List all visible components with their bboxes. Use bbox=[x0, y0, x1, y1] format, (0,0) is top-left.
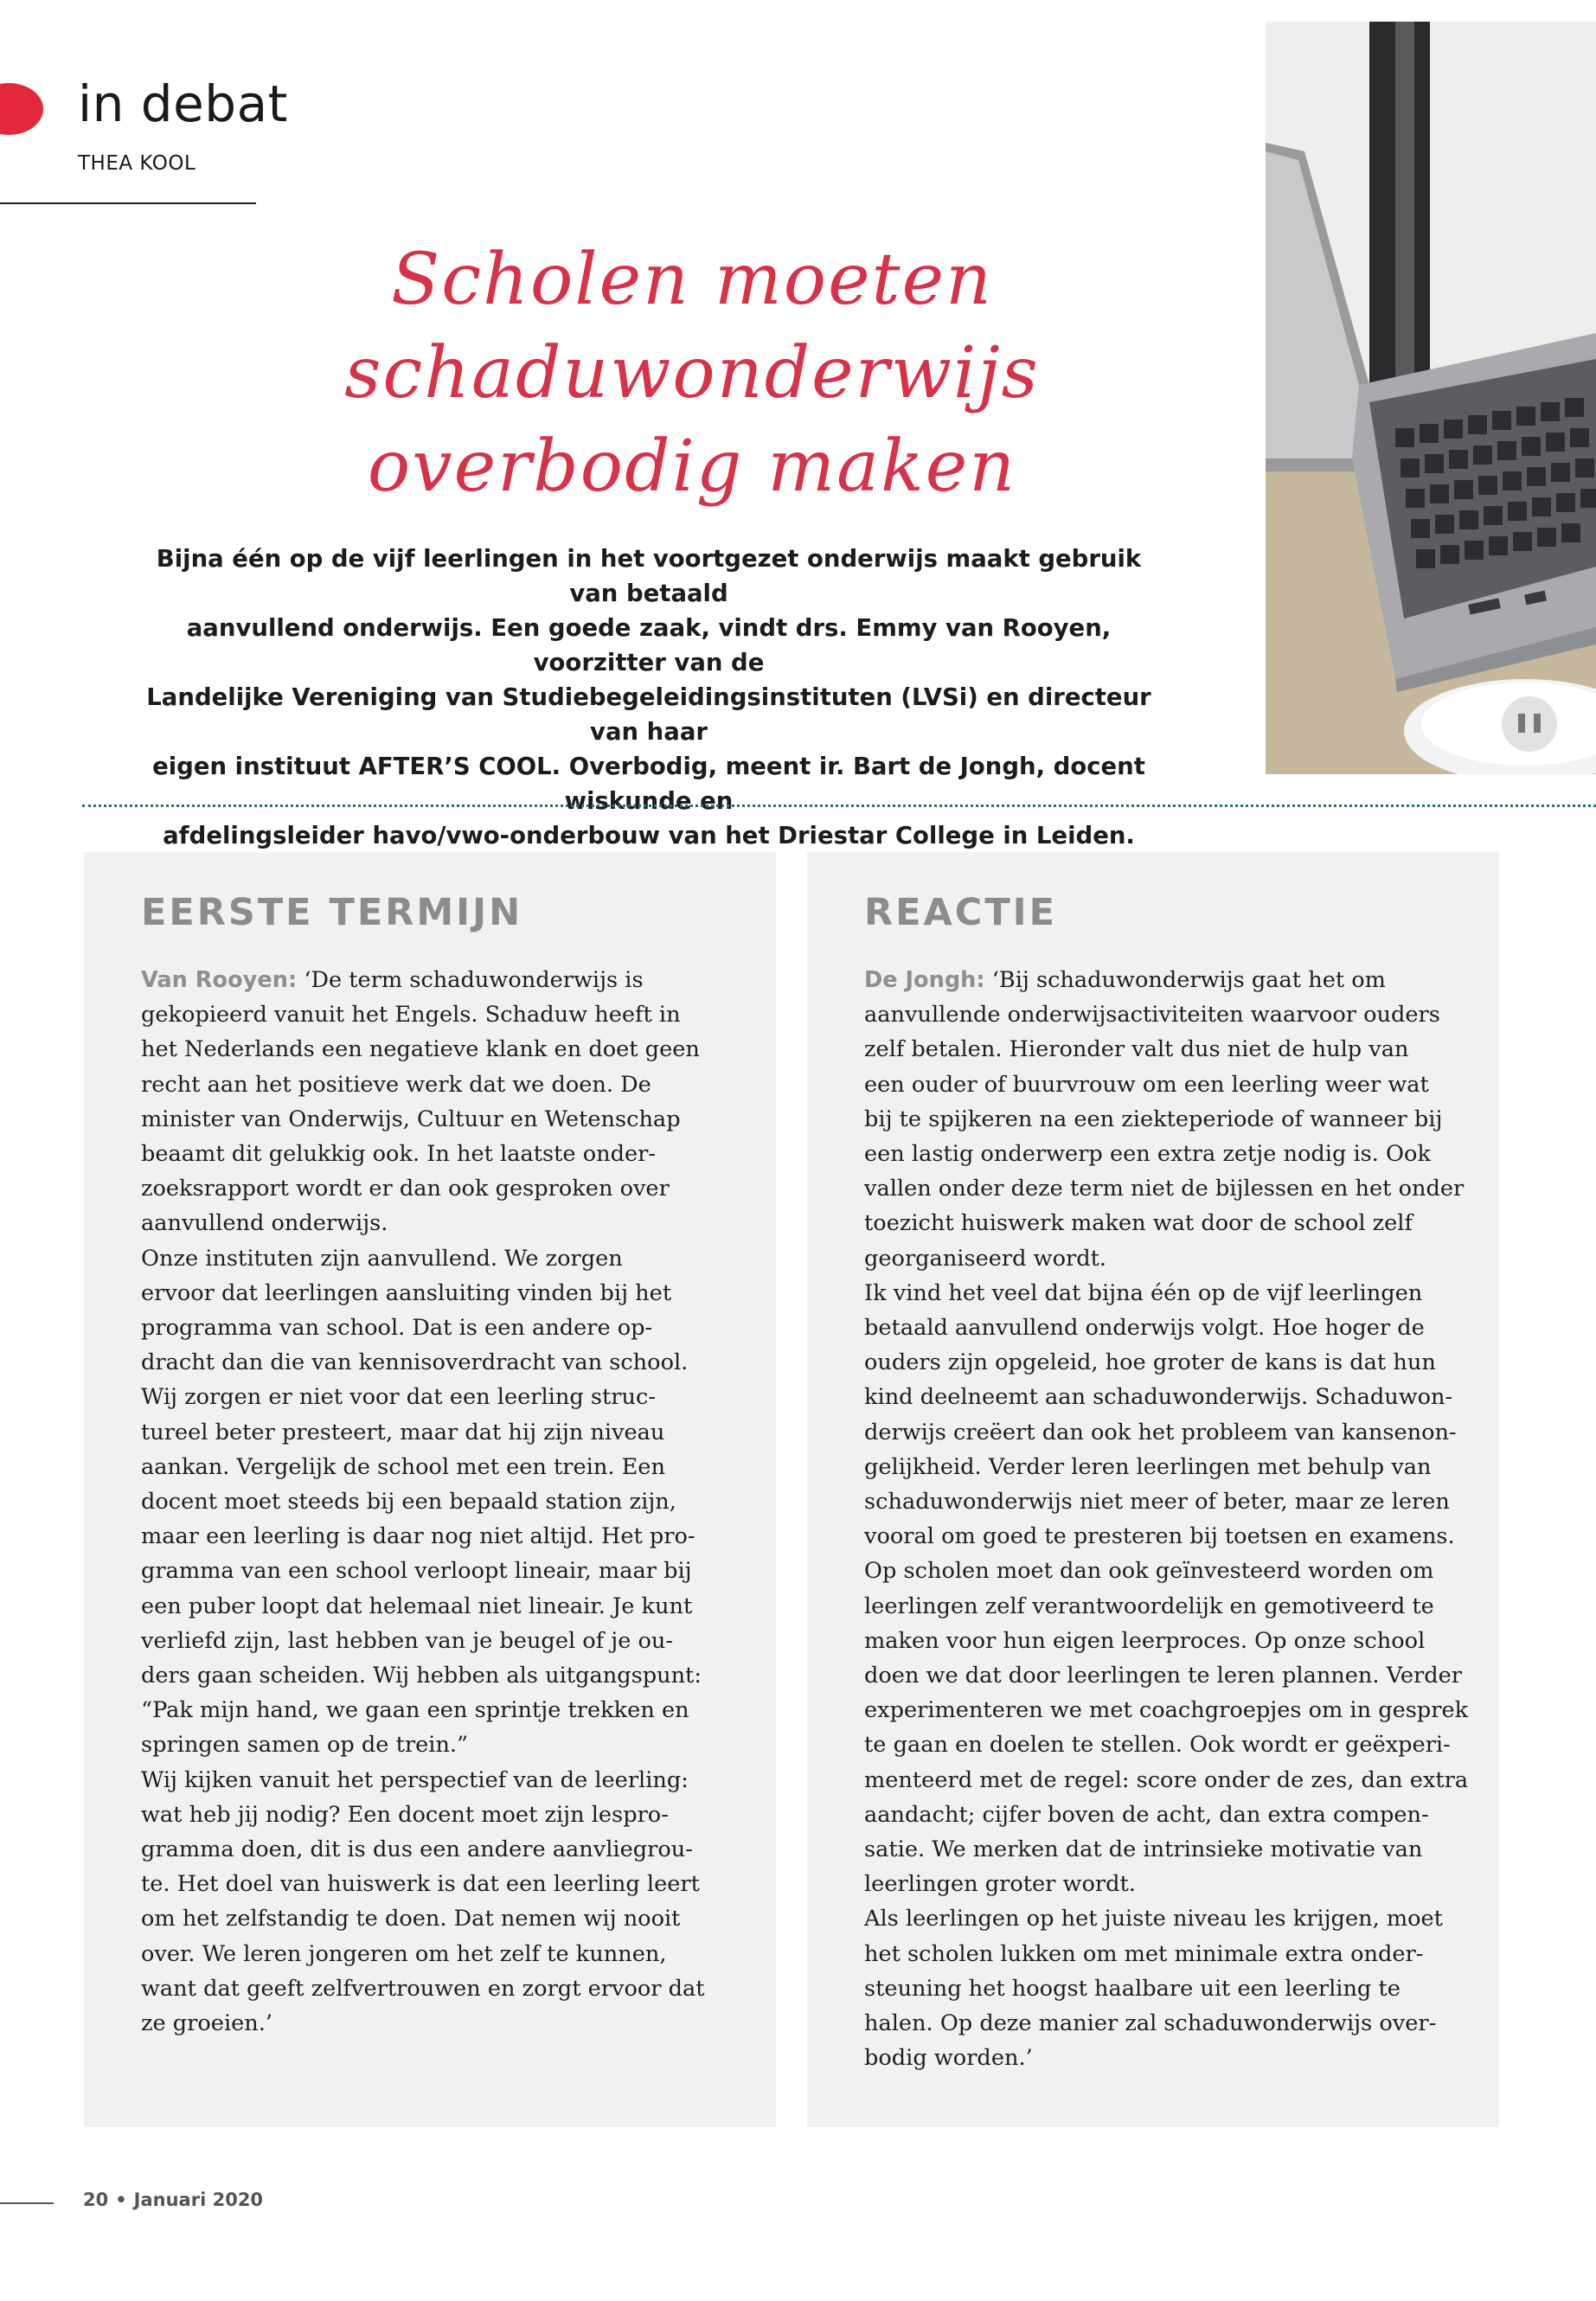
body-line: ze groeien.’ bbox=[141, 2010, 273, 2037]
body-line: te gaan en doelen te stellen. Ook wordt er geëxperi- bbox=[864, 1732, 1451, 1759]
body-line: ders gaan scheiden. Wij hebben als uitgangspunt: bbox=[141, 1663, 702, 1689]
body-line: programma van school. Dat is een andere op- bbox=[141, 1315, 653, 1342]
body-text: ‘De term schaduwonderwijs is bbox=[297, 967, 644, 993]
first-term-body bbox=[141, 963, 719, 2041]
body-line: verliefd zijn, last hebben van je beugel of je ou- bbox=[141, 1627, 674, 1654]
body-line: experimenteren we met coachgroepjes om in gesprek bbox=[864, 1697, 1469, 1724]
body-line: Onze instituten zijn aanvullend. We zorgen bbox=[141, 1245, 623, 1272]
body-line: om het zelfstandig te doen. Dat nemen wij nooit bbox=[141, 1906, 681, 1932]
page-footer bbox=[83, 2189, 263, 2210]
body-line: schaduwonderwijs niet meer of beter, maar ze leren bbox=[864, 1489, 1450, 1516]
body-line: springen samen op de trein.” bbox=[141, 1732, 469, 1759]
dotted-divider bbox=[82, 804, 1596, 807]
body-line: maar een leerling is daar nog niet altijd. Het pro- bbox=[141, 1523, 695, 1550]
body-line: bij te spijkeren na een ziekteperiode of wanneer bij bbox=[864, 1106, 1443, 1132]
body-line: beaamt dit gelukkig ook. In het laatste onder- bbox=[141, 1141, 657, 1168]
intro-line: Bijna één op de vijf leerlingen in het voortgezet onderwijs maakt gebruik van betaald bbox=[156, 545, 1142, 607]
body-line: aandacht; cijfer boven de acht, dan extra compen- bbox=[864, 1801, 1429, 1828]
headline-line: Scholen moeten bbox=[391, 239, 993, 321]
intro-line: Landelijke Vereniging van Studiebegeleidingsinstituten (LVSi) en directeur van haar bbox=[146, 683, 1151, 746]
body-line: gekopieerd vanuit het Engels. Schaduw heeft in bbox=[141, 1002, 681, 1029]
headline bbox=[260, 234, 1125, 514]
body-line: zelf betalen. Hieronder valt dus niet de hulp van bbox=[864, 1036, 1409, 1063]
body-line: menteerd met de regel: score onder de zes, dan extra bbox=[864, 1766, 1469, 1793]
footer-divider bbox=[0, 2202, 54, 2204]
body-line: een ouder of buurvrouw om een leerling weer wat bbox=[864, 1071, 1429, 1098]
body-line: halen. Op deze manier zal schaduwonderwijs over- bbox=[864, 2010, 1437, 2037]
body-line: recht aan het positieve werk dat we doen. De bbox=[141, 1071, 651, 1098]
speaker-name: Van Rooyen: bbox=[141, 967, 298, 993]
body-line: Op scholen moet dan ook geïnvesteerd worden om bbox=[864, 1558, 1434, 1585]
body-line: doen we dat door leerlingen te leren plannen. Verder bbox=[864, 1663, 1462, 1689]
body-line: aanvullend onderwijs. bbox=[141, 1210, 388, 1237]
reaction-body bbox=[864, 963, 1469, 2076]
body-line: aanvullende onderwijsactiviteiten waarvoor ouders bbox=[864, 1002, 1440, 1029]
page-number: 20 bbox=[83, 2189, 109, 2210]
body-line: gramma van een school verloopt lineair, maar bij bbox=[141, 1558, 692, 1585]
speaker-name: De Jongh: bbox=[864, 967, 985, 993]
body-line: het scholen lukken om met minimale extra onder- bbox=[864, 1940, 1424, 1967]
author-name: THEA KOOL bbox=[78, 152, 196, 175]
body-line: “Pak mijn hand, we gaan een sprintje trekken en bbox=[141, 1697, 689, 1724]
laptop-illustration bbox=[1266, 22, 1596, 774]
body-line: Wij zorgen er niet voor dat een leerling struc- bbox=[141, 1384, 656, 1411]
headline-line: overbodig maken bbox=[367, 426, 1017, 508]
body-text: ‘Bij schaduwonderwijs gaat het om bbox=[984, 967, 1386, 993]
body-line: vallen onder deze term niet de bijlessen en het onder bbox=[864, 1176, 1465, 1202]
body-line: Ik vind het veel dat bijna één op de vijf leerlingen bbox=[864, 1279, 1423, 1306]
body-line: dracht dan die van kennisoverdracht van school. bbox=[141, 1349, 689, 1376]
body-line: tureel beter presteert, maar dat hij zijn niveau bbox=[141, 1419, 665, 1445]
body-line: maken voor hun eigen leerproces. Op onze school bbox=[864, 1627, 1426, 1654]
body-line: docent moet steeds bij een bepaald station zijn, bbox=[141, 1489, 676, 1516]
first-term-panel bbox=[84, 852, 776, 2127]
intro-line: afdelingsleider havo/vwo-onderbouw van het Driestar College in Leiden. bbox=[163, 822, 1135, 849]
body-line: aankan. Vergelijk de school met een trein. Een bbox=[141, 1453, 665, 1480]
body-line bbox=[141, 963, 719, 997]
body-line: Als leerlingen op het juiste niveau les krijgen, moet bbox=[864, 1906, 1443, 1932]
body-line: het Nederlands een negatieve klank en doet geen bbox=[141, 1036, 700, 1063]
body-line: wat heb jij nodig? Een docent moet zijn lespro- bbox=[141, 1801, 669, 1828]
section-label: in debat bbox=[78, 74, 288, 133]
body-line: georganiseerd wordt. bbox=[864, 1245, 1107, 1272]
body-line: betaald aanvullend onderwijs volgt. Hoe hoger de bbox=[864, 1315, 1425, 1342]
body-line: gramma doen, dit is dus een andere aanvliegrou- bbox=[141, 1836, 693, 1863]
body-line: een lastig onderwerp een extra zetje nodig is. Ook bbox=[864, 1141, 1431, 1168]
headline-line: schaduwonderwijs bbox=[344, 332, 1040, 414]
body-line: over. We leren jongeren om het zelf te kunnen, bbox=[141, 1940, 667, 1967]
body-line: gelijkheid. Verder leren leerlingen met behulp van bbox=[864, 1453, 1432, 1480]
body-line: een puber loopt dat helemaal niet lineair. Je kunt bbox=[141, 1593, 693, 1619]
reaction-panel bbox=[807, 852, 1499, 2127]
body-line: steuning het hoogst haalbare uit een leerling te bbox=[864, 1975, 1401, 2002]
body-line: zoeksrapport wordt er dan ook gesproken over bbox=[141, 1176, 670, 1202]
body-line: bodig worden.’ bbox=[864, 2045, 1033, 2072]
header-divider bbox=[0, 202, 256, 204]
reaction-title: REACTIE bbox=[864, 891, 1058, 934]
body-line: derwijs creëert dan ook het probleem van kansenon- bbox=[864, 1419, 1457, 1445]
body-line: toezicht huiswerk maken wat door de school zelf bbox=[864, 1210, 1413, 1237]
body-line: Wij kijken vanuit het perspectief van de leerling: bbox=[141, 1766, 689, 1793]
body-line: vooral om goed te presteren bij toetsen en examens. bbox=[864, 1523, 1455, 1550]
issue-date: Januari 2020 bbox=[133, 2189, 264, 2210]
body-line: minister van Onderwijs, Cultuur en Wetenschap bbox=[141, 1106, 681, 1132]
footer-separator: • bbox=[115, 2189, 127, 2210]
body-line: want dat geeft zelfvertrouwen en zorgt ervoor dat bbox=[141, 1975, 705, 2002]
intro-line: aanvullend onderwijs. Een goede zaak, vindt drs. Emmy van Rooyen, voorzitter van de bbox=[186, 614, 1112, 676]
body-line: satie. We merken dat de intrinsieke motivatie van bbox=[864, 1836, 1423, 1863]
body-line: leerlingen zelf verantwoordelijk en gemotiveerd te bbox=[864, 1593, 1434, 1619]
body-line: kind deelneemt aan schaduwonderwijs. Schaduwon- bbox=[864, 1384, 1453, 1411]
body-line bbox=[864, 963, 1442, 997]
body-line: leerlingen groter wordt. bbox=[864, 1871, 1136, 1898]
body-line: te. Het doel van huiswerk is dat een leerling leert bbox=[141, 1871, 700, 1898]
first-term-title: EERSTE TERMIJN bbox=[141, 891, 523, 934]
intro-line: eigen instituut AFTER’S COOL. Overbodig, meent ir. Bart de Jongh, docent wiskunde en bbox=[152, 753, 1145, 815]
body-line: ervoor dat leerlingen aansluiting vinden bij het bbox=[141, 1279, 672, 1306]
body-line: ouders zijn opgeleid, hoe groter de kans is dat hun bbox=[864, 1349, 1436, 1376]
laptop-photo bbox=[1266, 22, 1596, 774]
section-marker-shape bbox=[0, 83, 43, 135]
